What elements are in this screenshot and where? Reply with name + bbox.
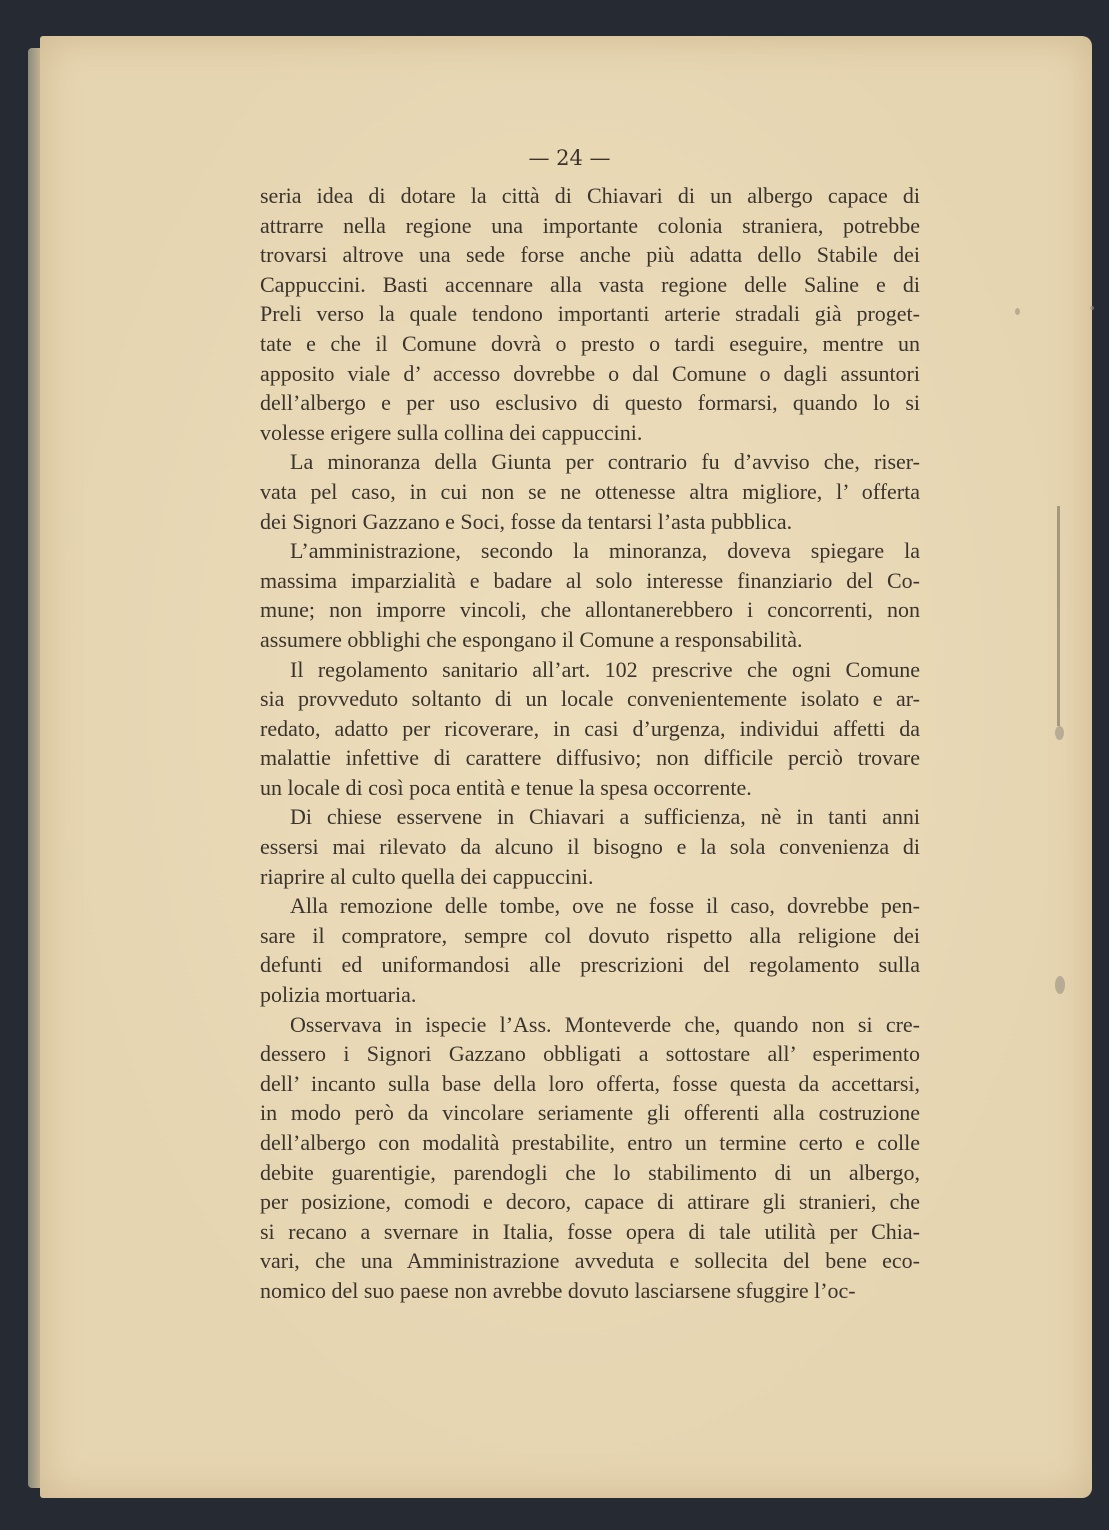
- text-line: dessero i Signori Gazzano obbligati a sottostare all’ esperimento: [260, 1041, 920, 1067]
- text-line: dell’albergo con modalità prestabilite, entro un termine certo e colle: [260, 1130, 920, 1155]
- paper-spot: [1015, 308, 1020, 315]
- text-line: La minoranza della Giunta per contrario fu d’avviso che, riser-: [290, 449, 920, 475]
- paragraph: [260, 536, 920, 654]
- paragraph: [260, 181, 920, 447]
- text-line: dell’albergo e per uso esclusivo di questo formarsi, quando lo si: [260, 390, 920, 416]
- text-line: trovarsi altrove una sede forse anche più adatta dello Stabile dei: [260, 242, 920, 268]
- text-line: assumere obblighi che espongano il Comune a responsabilità.: [260, 626, 803, 652]
- margin-mark: [1057, 506, 1060, 726]
- paragraph: [260, 447, 920, 536]
- text-line: Osservava in ispecie l’Ass. Monteverde che, quando non si cre-: [290, 1011, 920, 1037]
- text-line: massima imparzialità e badare al solo interesse finanziario del Co-: [260, 567, 920, 593]
- text-line: nomico del suo paese non avrebbe dovuto lasciarsene sfuggire l’oc-: [260, 1277, 856, 1303]
- paragraph: [260, 655, 920, 803]
- text-line: Preli verso la quale tendono importanti arterie stradali già proget-: [260, 301, 920, 327]
- text-line: L’amministrazione, secondo la minoranza, doveva spiegare la: [290, 538, 920, 564]
- paper-spot: [1055, 726, 1064, 740]
- text-line: seria idea di dotare la città di Chiavari di un albergo capace di: [260, 183, 920, 208]
- text-line: dei Signori Gazzano e Soci, fosse da tentarsi l’asta pubblica.: [260, 508, 793, 534]
- text-line: malattie infettive di carattere diffusivo; non difficile perciò trovare: [260, 745, 920, 771]
- text-line: volesse erigere sulla collina dei cappuccini.: [260, 419, 643, 445]
- text-line: sia provveduto soltanto di un locale convenientemente isolato e ar-: [260, 686, 920, 712]
- body-text: [260, 181, 920, 1306]
- text-line: vata pel caso, in cui non se ne ottenesse altra migliore, l’ offerta: [260, 478, 920, 504]
- text-line: tate e che il Comune dovrà o presto o tardi eseguire, mentre un: [260, 330, 920, 356]
- paper-spot: [1055, 976, 1065, 994]
- text-line: debite guarentigie, parendogli che lo stabilimento di un albergo,: [260, 1159, 920, 1185]
- text-line: essersi mai rilevato da alcuno il bisogno e la sola convenienza di: [260, 834, 920, 860]
- page-number: — 24 —: [528, 146, 611, 170]
- text-line: dell’ incanto sulla base della loro offerta, fosse questa da accettarsi,: [260, 1070, 920, 1096]
- text-line: mune; non imporre vincoli, che allontanerebbero i concorrenti, non: [260, 597, 920, 623]
- text-line: in modo però da vincolare seriamente gli offerenti alla costruzione: [260, 1100, 920, 1126]
- text-line: un locale di così poca entità e tenue la spesa occorrente.: [260, 774, 752, 800]
- text-line: Il regolamento sanitario all’art. 102 prescrive che ogni Comune: [290, 656, 920, 682]
- paragraph: [260, 1010, 920, 1306]
- text-line: per posizione, comodi e decoro, capace di attirare gli stranieri, che: [260, 1189, 920, 1215]
- text-line: riaprire al culto quella dei cappuccini.: [260, 863, 594, 889]
- text-line: Alla remozione delle tombe, ove ne fosse il caso, dovrebbe pen-: [290, 893, 920, 919]
- text-line: Di chiese esservene in Chiavari a sufficienza, nè in tanti anni: [290, 804, 920, 830]
- paragraph: [260, 802, 920, 891]
- paragraph: [260, 891, 920, 1009]
- paper-spot: [1090, 306, 1094, 310]
- text-line: apposito viale d’ accesso dovrebbe o dal Comune o dagli assuntori: [260, 360, 920, 386]
- text-line: vari, che una Amministrazione avveduta e sollecita del bene eco-: [260, 1248, 920, 1274]
- text-line: Cappuccini. Basti accennare alla vasta regione delle Saline e di: [260, 271, 920, 297]
- text-line: redato, adatto per ricoverare, in casi d’urgenza, individui affetti da: [260, 715, 920, 741]
- text-line: defunti ed uniformandosi alle prescrizioni del regolamento sulla: [260, 952, 920, 978]
- text-line: polizia mortuaria.: [260, 982, 417, 1008]
- text-line: attrarre nella regione una importante colonia straniera, potrebbe: [260, 212, 920, 238]
- text-line: sare il compratore, sempre col dovuto rispetto alla religione dei: [260, 922, 920, 948]
- text-line: si recano a svernare in Italia, fosse opera di tale utilità per Chia-: [260, 1218, 920, 1244]
